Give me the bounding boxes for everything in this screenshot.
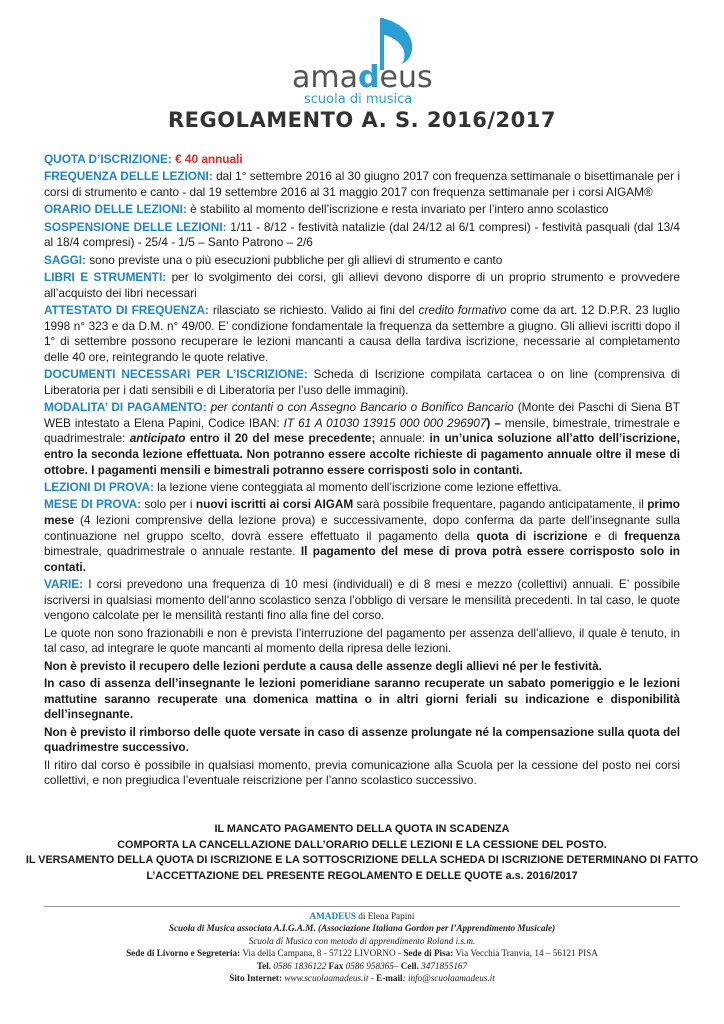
payment-notice: IL MANCATO PAGAMENTO DELLA QUOTA IN SCADENZA COMPORTA LA CANCELLAZIONE DALL’ORARIO DELLE LEZIONI E LA CESSIONE DEL POSTO. IL VERSAMENTO DELLA QUOTA DI ISCRIZIONE E LA SOTTOSCRIZIONE DELLA SCHEDA DI ISCRIZIONE DETERMINANO DI FATTO L’ACCETTAZIONE DEL PRESENTE REGOLAMENTO E DELLE QUOTE a.s. 2016/2017 (25, 823, 699, 882)
brand-subtitle: scuola di musica (304, 92, 413, 107)
paragraph-recupero: Non è previsto il recupero delle lezioni perdute a causa delle assenze degli allievi né per le festività. (44, 658, 602, 673)
section-frequenza: FREQUENZA DELLE LEZIONI: dal 1° settembre 2016 al 30 giugno 2017 con frequenza settimanale o bisettimanale per i corsi di strumento e canto - dal 19 settembre 2016 al 31 maggio 2017 con frequenza settimanale per i corsi AIGAM® (44, 169, 680, 199)
paragraph-rimborso: Non è previsto il rimborso delle quote versate in caso di assenze prolungate né la compensazione sulla quota del quadrimestre successivo. (44, 724, 680, 755)
section-mese-prova: MESE DI PROVA: solo per i nuovi iscritti ai corsi AIGAM sarà possibile frequentare, pagando anticipatamente, il primo mese (4 lezioni comprensive della lezione prova) e successivamente, dopo conferma da parte dell’insegnante sulla continuazione nel gruppo scelto, dovrà essere effettuato il pagamento della quota di iscrizione e di frequenza bimestrale, quadrimestrale o annuale restante. Il pagamento del mese di prova potrà essere corrisposto solo in contati. (44, 497, 680, 574)
paragraph-assenza: In caso di assenza dell’insegnante le lezioni pomeridiane saranno recuperate un sabato pomeriggio e le lezioni mattutine saranno recuperate una domenica mattina o in altri giorni feriali su indicazione e disponibilità dell’insegnante. (44, 676, 680, 722)
email-link[interactable]: : info@scuolaamadeus.it (402, 973, 495, 984)
section-pagamento: MODALITA’ DI PAGAMENTO: per contanti o con Assegno Bancario o Bonifico Bancario (Monte dei Paschi di Siena BT WEB intestato a Elena Papini, Codice IBAN: IT 61 A 01030 13915 000 000 296907) – mensile, bimestrale, trimestrale e quadrimestrale: anticipato entro il 20 del mese precedente; annuale: in un’unica soluzione all’atto dell’iscrizione, entro la seconda lezione effettuata. Non potranno essere accolte richieste di pagamento annuale oltre il mese di ottobre. I pagamenti mensili e bimestrali potranno essere corrisposti solo in contanti. (44, 400, 680, 477)
logo (290, 12, 440, 107)
section-attestato: ATTESTATO DI FREQUENZA: rilasciato se richiesto. Valido ai fini del credito formativo come da art. 12 D.P.R. 23 luglio 1998 n° 323 e da D.M. n° 49/00. E’ condizione fondamentale la frequenza da settembre a giugno. Gli allievi iscritti dopo il 1° di settembre possono recuperare le lezioni mancanti a causa della tardiva iscrizione, necessarie al completamento delle 40 ore, reintegrando le quote relative. (44, 303, 680, 364)
regulation-body (44, 152, 680, 791)
footer-association: Scuola di Musica associata A.I.G.A.M. (Associazione Italiana Gordon per l’Apprendimento Musicale) (168, 923, 556, 934)
section-documenti: DOCUMENTI NECESSARI PER L’ISCRIZIONE: Scheda di Iscrizione compilata cartacea o on line (comprensiva di Liberatoria per i dati sensibili e di Liberatoria per l’uso delle immagini). (44, 367, 680, 397)
footer-method: Scuola di Musica con metodo di apprendimento Roland i.s.m. (248, 935, 476, 946)
footer-phones: Tel. 0586 1836122 Fax 0586 958365– Cell. 3471855167 (256, 960, 468, 971)
section-libri: LIBRI E STRUMENTI: per lo svolgimento dei corsi, gli allievi devono disporre di un proprio strumento e provvedere all’acquisto dei libri necessari (44, 270, 680, 300)
footer-web: Sito Internet: www.scuolaamadeus.it - E-mail: info@scuolaamadeus.it (229, 973, 495, 984)
section-prova: LEZIONI DI PROVA: la lezione viene conteggiata al momento dell’iscrizione come lezione effettiva. (44, 480, 562, 495)
section-orario: ORARIO DELLE LEZIONI: è stabilito al momento dell’iscrizione e resta invariato per l’intero anno scolastico (44, 202, 609, 217)
brand-name: amadeus (292, 60, 433, 95)
section-quota: QUOTA D’ISCRIZIONE: € 40 annuali (44, 152, 243, 166)
footer-brand: AMADEUS di Elena Papini (309, 911, 415, 921)
footer (0, 910, 724, 984)
paragraph-quote: Le quote non sono frazionabili e non è prevista l’interruzione del pagamento per assenza dell’allievo, il quale è tenuto, in tal caso, ad integrare le quote mancanti al momento della ripresa delle lezioni. (44, 625, 680, 656)
website-link[interactable]: www.scuolaamadeus.it (282, 973, 369, 984)
section-sospensione: SOSPENSIONE DELLE LEZIONI: 1/11 - 8/12 - festività natalizie (dal 24/12 al 6/1 compresi) - festività pasquali (dal 13/4 al 18/4 compresi) - 25/4 - 1/5 – Santo Patrono – 2/6 (44, 219, 680, 250)
footer-addresses: Sede di Livorno e Segreteria: Via della Campana, 8 - 57122 LIVORNO - Sede di Pisa: Via Vecchia Tranvia, 14 – 56121 PISA (126, 948, 598, 959)
paragraph-ritiro: Il ritiro dal corso è possibile in qualsiasi momento, previa comunicazione alla Scuola per la cessione del posto nei corsi collettivi, e non pregiudica l’eventuale reiscrizione per l’anno scolastico successivo. (44, 757, 680, 788)
footer-divider (44, 906, 680, 907)
section-varie: VARIE: I corsi prevedono una frequenza di 10 mesi (individuali) e di 8 mesi e mezzo (collettivi) annuali. E’ possibile iscriversi in qualsiasi momento dell’anno scolastico senza l’obbligo di versare le mensilità precedenti. In tal caso, le quote vengono calcolate per le mensilità restanti fino alla fine del corso. (44, 577, 680, 623)
section-saggi: SAGGI: sono previste una o più esecuzioni pubbliche per gli allievi di strumento e canto (44, 252, 503, 267)
page-title: REGOLAMENTO A. S. 2016/2017 (168, 108, 556, 132)
